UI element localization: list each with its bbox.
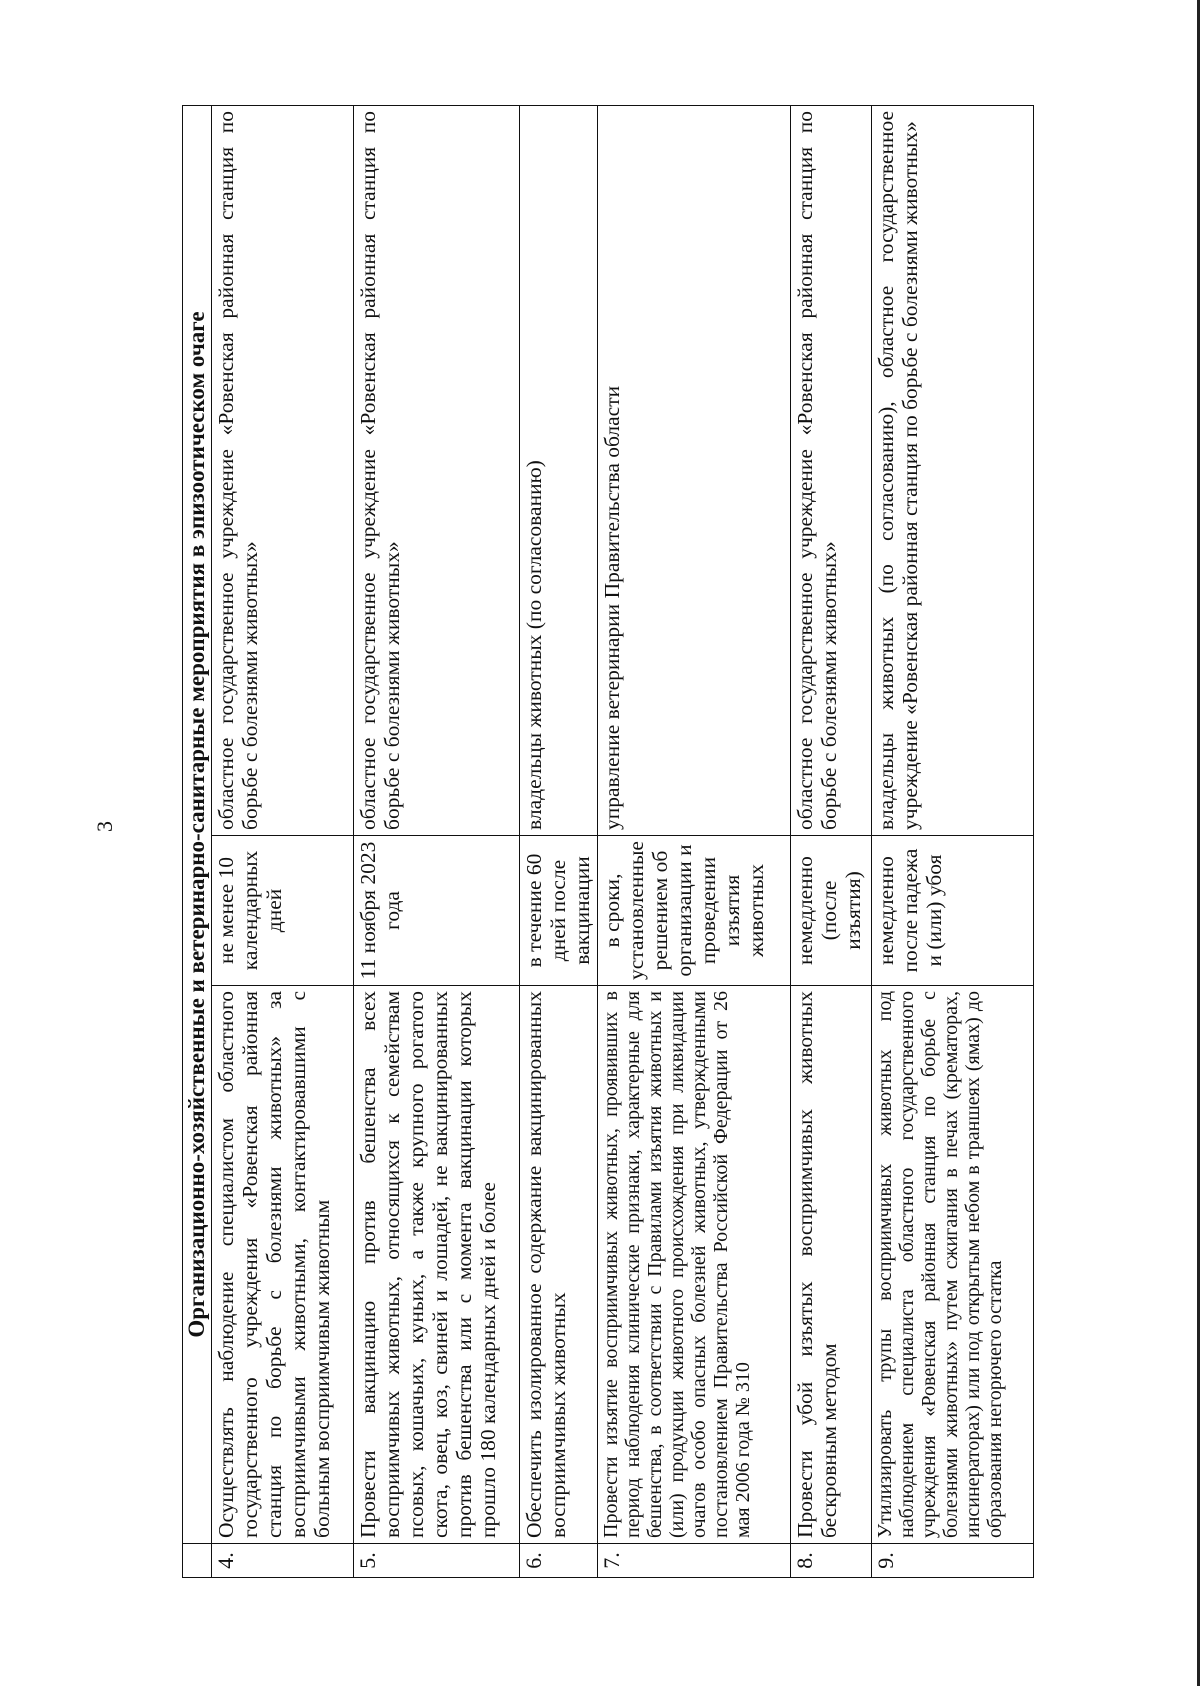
row-number: 6. — [520, 1544, 598, 1578]
action-cell: Обеспечить изолированное содержание вакцинированных восприимчивых животных — [520, 986, 598, 1544]
row-number: 9. — [871, 1544, 1033, 1578]
action-cell: Осуществлять наблюдение специалистом областного государственного учреждения «Ровенская районная станция по борьбе с болезнями животных» за восприимчивыми животными, контактировавшими с больным восприимчивым животным — [212, 986, 354, 1544]
action-cell: Провести изъятие восприимчивых животных, проявивших в период наблюдения клинические признаки, характерные для бешенства, в соответствии с Правилами изъятия животных и (или) продукции животного происхождения при ликвидации очагов особо опасных болезней животных, утвержденными постановлением Правительства Российской Федерации от 26 мая 2006 года № 310 — [598, 986, 790, 1544]
rotated-table-container — [182, 106, 1034, 1578]
term-cell: немедленно (после изъятия) — [790, 836, 871, 986]
responsible-cell: областное государственное учреждение «Ровенская районная станция по борьбе с болезнями животных» — [212, 105, 354, 835]
action-cell: Утилизировать трупы восприимчивых животных под наблюдением специалиста областного государственного учреждения «Ровенская районная станция по борьбе с болезнями животных» путем сжигания в печах (крематорах, инсинераторах) или под открытым небом в траншеях (ямах) до образования негорючего остатка — [871, 986, 1033, 1544]
row-number: 5. — [354, 1544, 520, 1578]
responsible-cell: областное государственное учреждение «Ровенская районная станция по борьбе с болезнями животных» — [354, 105, 520, 835]
row-number: 8. — [790, 1544, 871, 1578]
action-cell: Провести вакцинацию против бешенства всех восприимчивых животных, относящихся к семействам псовых, кошачьих, куньих, а также крупного рогатого скота, овец, коз, свиней и лошадей, не вакцинированных против бешенства или с момента вакцинации которых прошло 180 календарных дней и более — [354, 986, 520, 1544]
term-cell: в течение 60 дней после вакцинации — [520, 836, 598, 986]
responsible-cell: областное государственное учреждение «Ровенская районная станция по борьбе с болезнями животных» — [790, 105, 871, 835]
row-number: 4. — [212, 1544, 354, 1578]
responsible-cell: управление ветеринарии Правительства области — [598, 105, 790, 835]
page-number: 3 — [92, 821, 117, 832]
row-number: 7. — [598, 1544, 790, 1578]
measures-table — [182, 105, 1034, 1578]
term-cell: в сроки, установленные решением об организации и проведении изъятия животных — [598, 836, 790, 986]
table-row — [354, 105, 520, 1577]
table-row — [212, 105, 354, 1577]
action-cell: Провести убой изъятых восприимчивых животных бескровным методом — [790, 986, 871, 1544]
table-row — [520, 105, 598, 1577]
section-header-row — [183, 105, 212, 1577]
term-cell: не менее 10 календарных дней — [212, 836, 354, 986]
term-cell: 11 ноября 2023 года — [354, 836, 520, 986]
term-cell: немедленно после падежа и (или) убоя — [871, 836, 1033, 986]
table-row — [598, 105, 790, 1577]
table-row — [871, 105, 1033, 1577]
responsible-cell: владельцы животных (по согласованию) — [520, 105, 598, 835]
table-row — [790, 105, 871, 1577]
responsible-cell: владельцы животных (по согласованию), областное государственное учреждение «Ровенская районная станция по борьбе с болезнями животных» — [871, 105, 1033, 835]
section-title: Организационно-хозяйственные и ветеринарно-санитарные мероприятия в эпизоотическом очаге — [183, 105, 212, 1543]
